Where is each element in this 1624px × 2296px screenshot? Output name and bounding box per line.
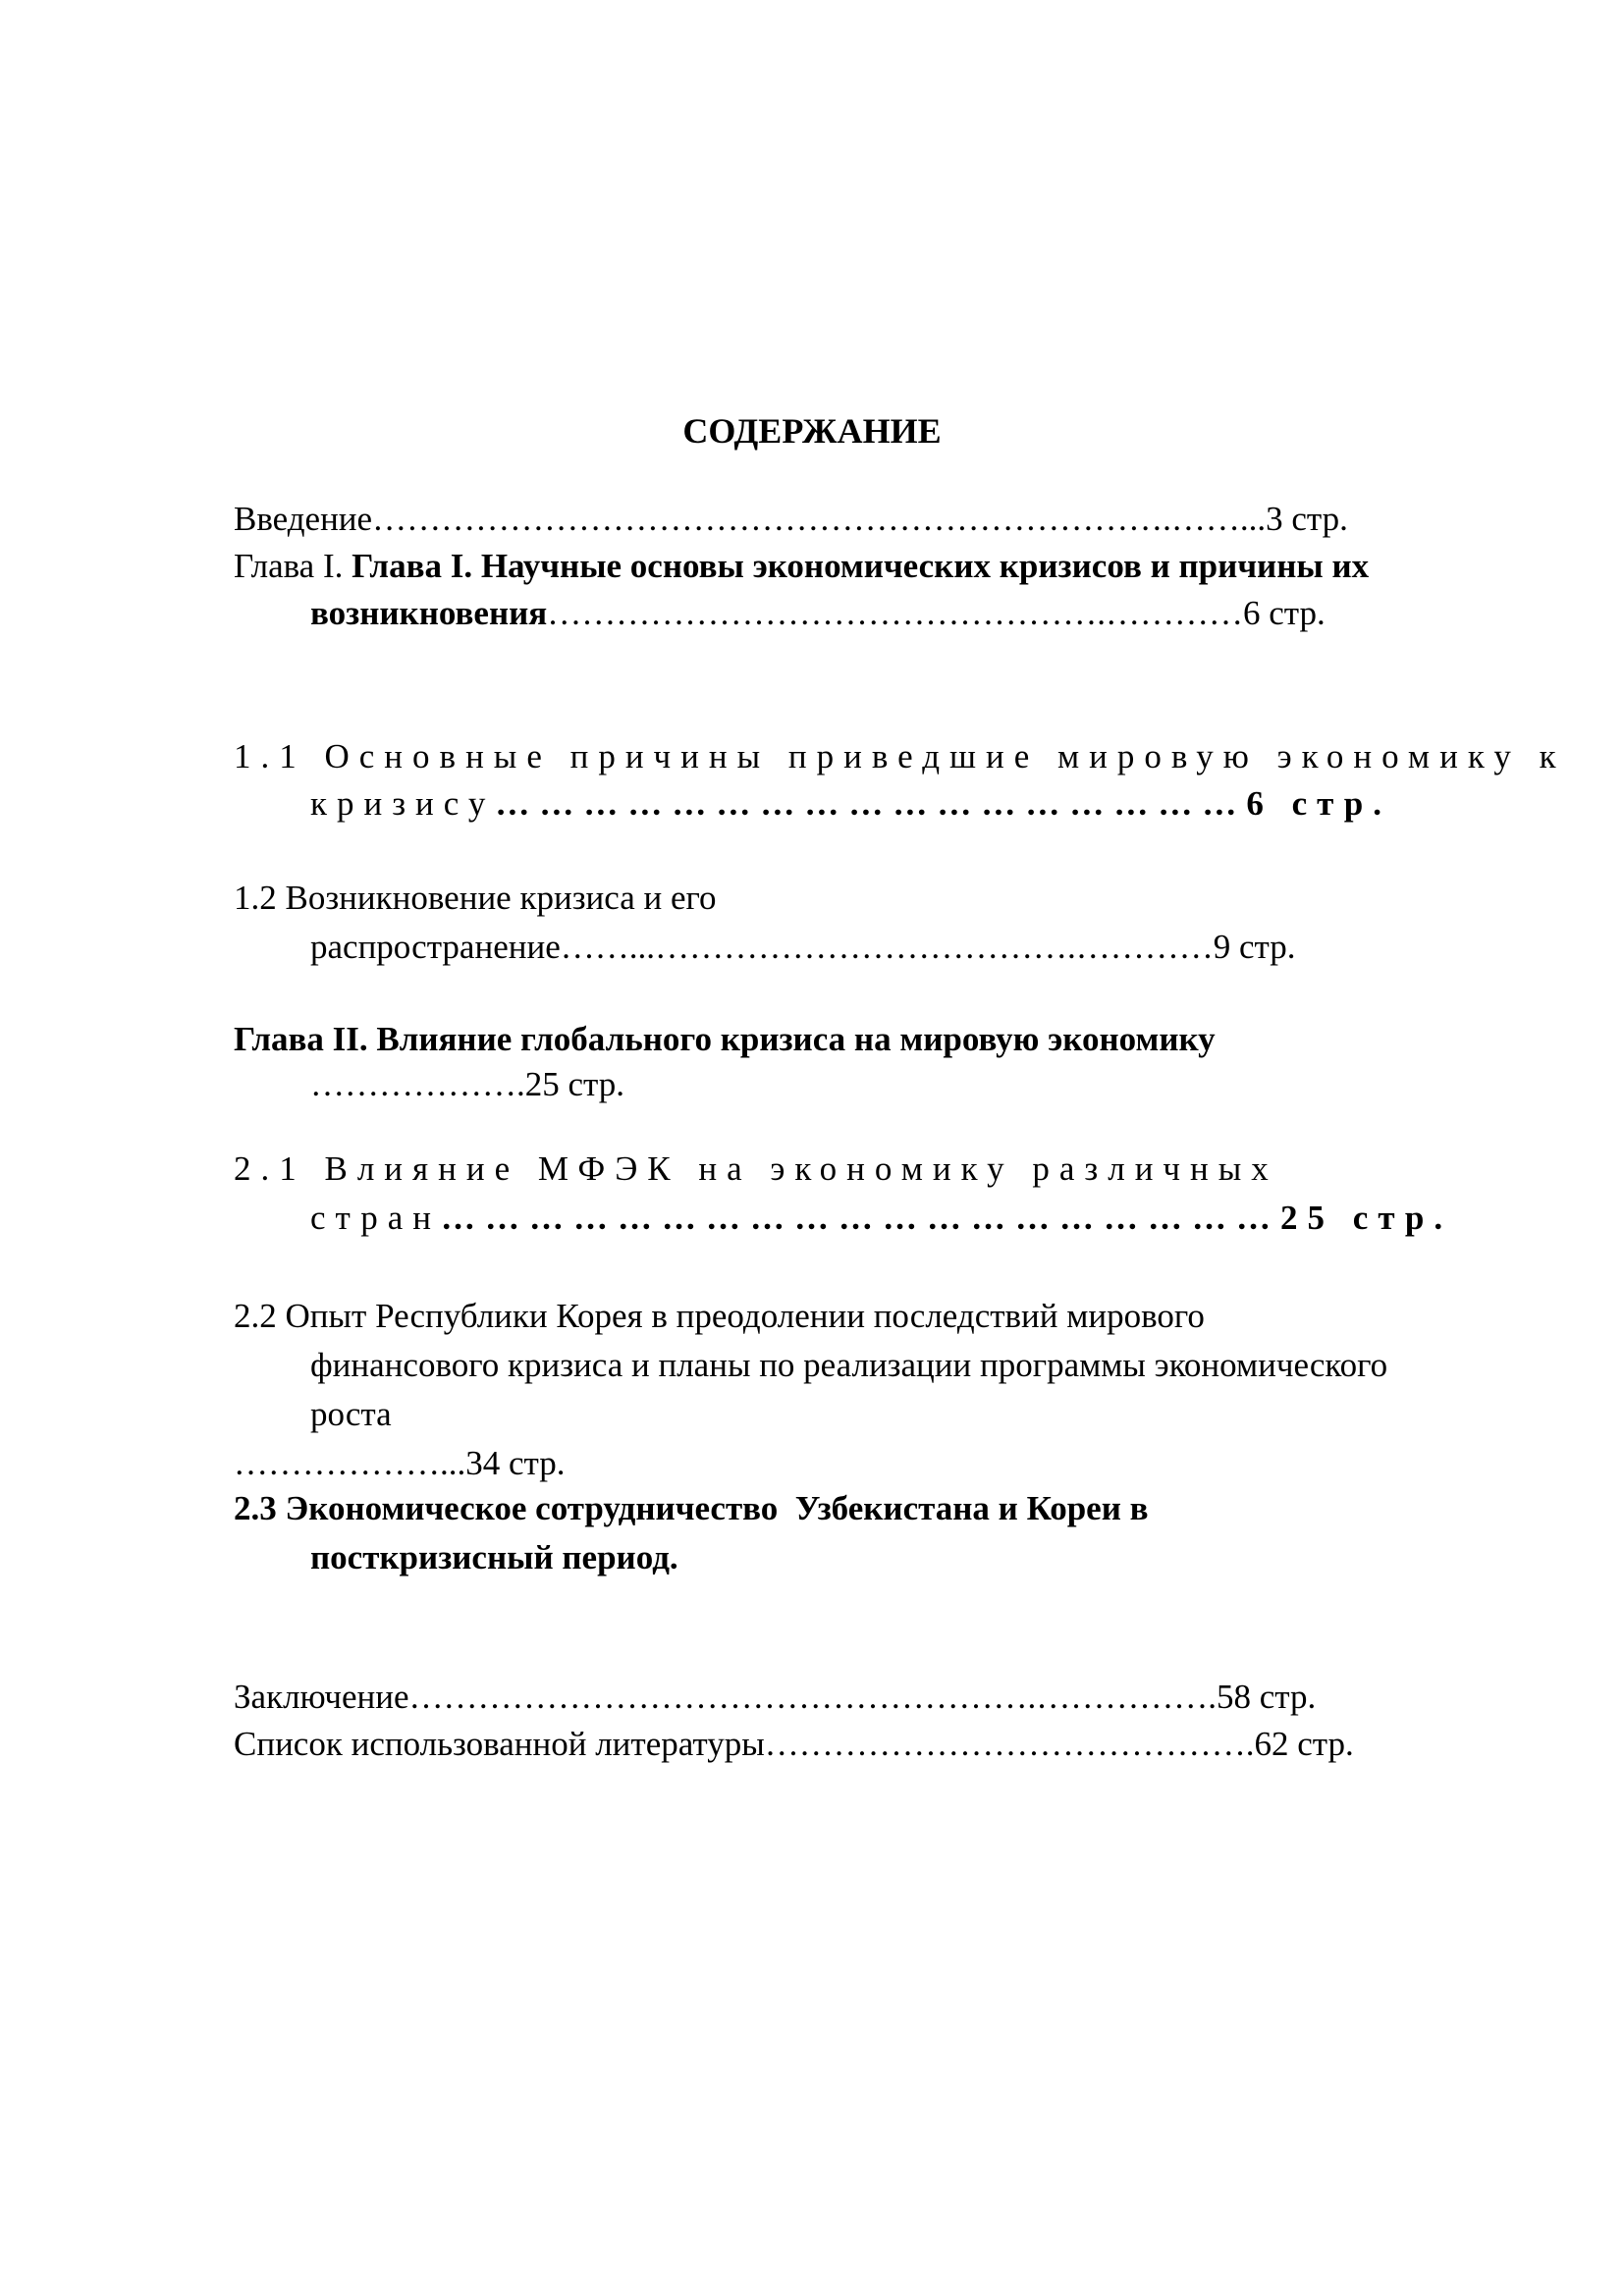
toc-entry-2-3-line2: посткризисный период. <box>310 1538 678 1576</box>
toc-leader-page: …………………………………………………25 стр. <box>441 1199 1453 1237</box>
toc-entry-label: кризису <box>310 784 496 823</box>
toc-entry-2-3-line1: 2.3 Экономическое сотрудничество Узбекистана и Кореи в <box>234 1489 1149 1527</box>
toc-entry-intro <box>234 499 1348 540</box>
toc-entry-1-2-line2 <box>310 927 1296 968</box>
toc-entry-label: Заключение <box>234 1678 409 1716</box>
toc-entry-label: Введение <box>234 500 373 538</box>
toc-title: СОДЕРЖАНИЕ <box>682 411 942 451</box>
toc-entry-chapter1-line1 <box>234 546 1369 587</box>
toc-entry-label: распространение <box>310 928 561 966</box>
toc-page-number: 3 стр. <box>1266 500 1348 538</box>
toc-leader: ………………………………………….………… <box>547 594 1243 632</box>
toc-entry-label: Список использованной литературы <box>234 1725 765 1763</box>
toc-entry-references <box>234 1724 1354 1765</box>
toc-entry-chapter1-line2 <box>310 593 1326 634</box>
toc-page-number: 9 стр. <box>1213 928 1296 966</box>
toc-page-number: 62 стр. <box>1254 1725 1354 1763</box>
toc-entry-conclusion <box>234 1677 1316 1718</box>
toc-leader: …………………………………………………………….……... <box>372 500 1267 538</box>
chapter-prefix: Глава I. <box>234 547 352 585</box>
toc-entry-2-1-line1: 2.1 Влияние МФЭК на экономику различных <box>234 1149 1278 1188</box>
toc-entry-chapter2-line2 <box>310 1064 624 1105</box>
toc-leader: ……………………………………………….……………. <box>408 1678 1217 1716</box>
toc-page-number: 34 стр. <box>465 1444 566 1482</box>
toc-entry-2-2-line2: финансового кризиса и планы по реализации программы экономического <box>310 1346 1388 1384</box>
toc-leader-page: ……………………………………………6 стр. <box>495 784 1391 823</box>
toc-page-number: 6 стр. <box>1242 594 1326 632</box>
chapter-title-cont: возникновения <box>310 594 548 632</box>
toc-entry-2-2-line1: 2.2 Опыт Республики Корея в преодолении последствий мирового <box>234 1297 1205 1335</box>
toc-entry-label: стран <box>310 1199 442 1237</box>
toc-page-number: 58 стр. <box>1217 1678 1317 1716</box>
toc-entry-1-1-line1: 1.1 Основные причины приведшие мировую экономику к <box>234 737 1566 775</box>
toc-leader: ………………. <box>310 1065 525 1103</box>
toc-page-number: 25 стр. <box>524 1065 625 1103</box>
toc-entry-2-1-line2 <box>310 1198 1452 1239</box>
toc-entry-1-2-line1: 1.2 Возникновение кризиса и его <box>234 879 717 917</box>
toc-entry-1-1-line2 <box>310 783 1391 825</box>
toc-leader: ………………... <box>234 1444 466 1482</box>
toc-entry-2-2-line4 <box>234 1443 566 1484</box>
chapter-title: Глава I. Научные основы экономических кризисов и причины их <box>352 547 1370 585</box>
toc-entry-2-2-line3: роста <box>310 1395 392 1433</box>
toc-leader: ……...……………………………….………… <box>560 928 1214 966</box>
toc-entry-chapter2-title: Глава II. Влияние глобального кризиса на мировую экономику <box>234 1020 1216 1058</box>
toc-leader: ……………………………………. <box>764 1725 1255 1763</box>
